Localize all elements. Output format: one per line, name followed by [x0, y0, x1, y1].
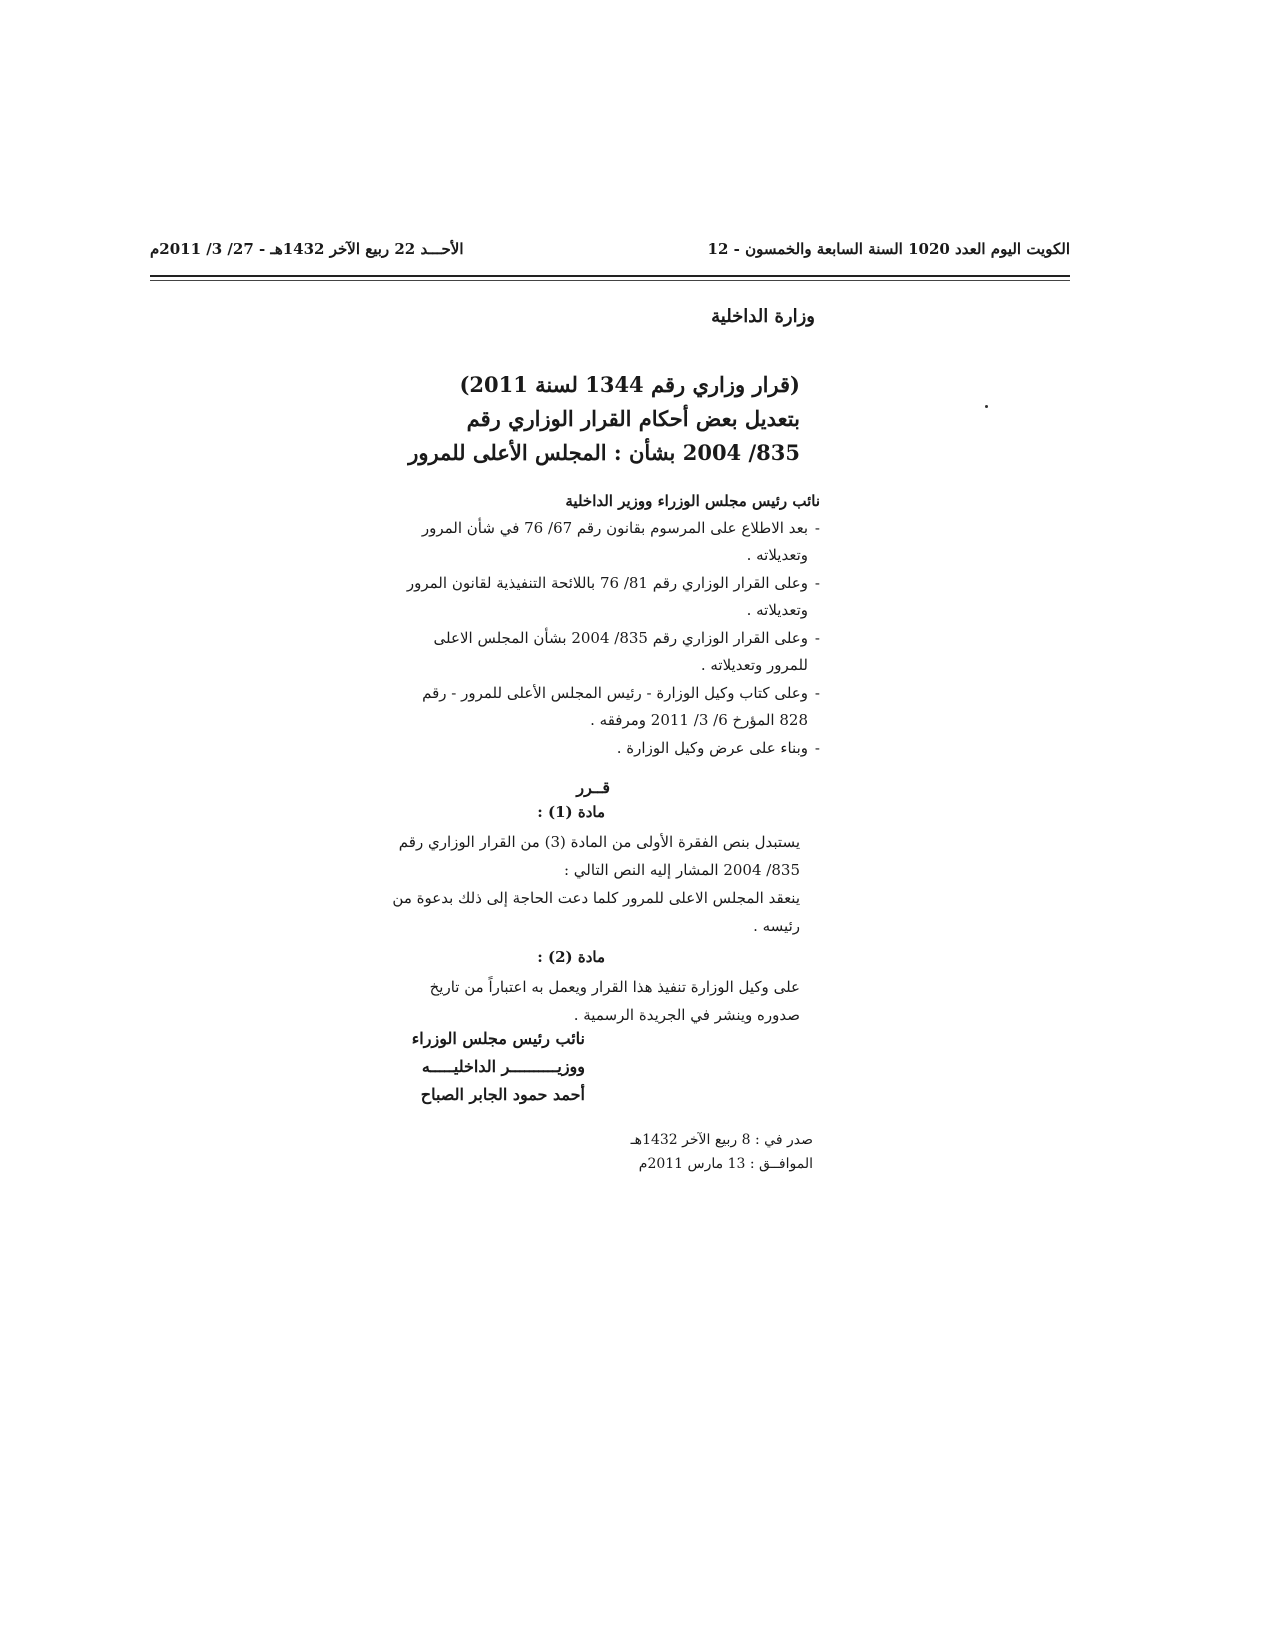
article2-text: على وكيل الوزارة تنفيذ هذا القرار ويعمل به اعتباراً من تاريخ صدوره وينشر في الجريدة الرسمية .	[429, 978, 800, 1024]
signature-line3: أحمد حمود الجابر الصباح	[420, 1085, 585, 1104]
decree-title	[400, 368, 800, 470]
preamble-item: - بعد الاطلاع على المرسوم بقانون رقم 67/ 76 في شأن المرور وتعديلاته .	[421, 519, 820, 564]
signature-block	[412, 1025, 585, 1109]
preamble-item: - وعلى القرار الوزاري رقم 835/ 2004 بشأن المجلس الاعلى للمرور وتعديلاته .	[433, 629, 820, 674]
ministry-name: وزارة الداخلية	[711, 306, 815, 327]
preamble-item: - وعلى القرار الوزاري رقم 81/ 76 باللائحة التنفيذية لقانون المرور وتعديلاته .	[406, 574, 820, 619]
page-header	[150, 240, 1070, 268]
article1-text	[390, 828, 800, 940]
signature-line2: ووزيــــــــــر الداخليـــــه	[421, 1057, 585, 1076]
article1-heading: مادة (1) :	[537, 803, 605, 821]
decision-word: قــرر	[576, 778, 610, 797]
issue-date-gregorian: الموافــق : 13 مارس 2011م	[638, 1156, 813, 1172]
article2-heading: مادة (2) :	[537, 948, 605, 966]
preamble-item: - وعلى كتاب وكيل الوزارة - رئيس المجلس الأعلى للمرور - رقم 828 المؤرخ 6/ 3/ 2011 ومرفقه .	[422, 684, 820, 729]
article1-paragraph2: ينعقد المجلس الاعلى للمرور كلما دعت الحاجة إلى ذلك بدعوة من رئيسه .	[392, 889, 800, 935]
header-rule-thin	[150, 280, 1070, 281]
decree-title-line1: (قرار وزاري رقم 1344 لسنة 2011)	[459, 372, 800, 397]
header-issue-info: الكويت اليوم العدد 1020 السنة السابعة والخمسون - 12	[707, 240, 1070, 258]
signature-line1: نائب رئيس مجلس الوزراء	[411, 1029, 585, 1048]
scan-speck	[985, 405, 988, 408]
decree-title-line3: 835/ 2004 بشأن : المجلس الأعلى للمرور	[408, 440, 800, 465]
preamble-item: - وبناء على عرض وكيل الوزارة .	[616, 739, 820, 757]
header-rule-thick	[150, 275, 1070, 277]
article1-paragraph1: يستبدل بنص الفقرة الأولى من المادة (3) من القرار الوزاري رقم 835/ 2004 المشار إليه النص التالي :	[398, 833, 800, 879]
issue-date-hijri: صدر في : 8 ربيع الآخر 1432هـ	[630, 1132, 813, 1148]
preamble-heading: نائب رئيس مجلس الوزراء ووزير الداخلية	[565, 492, 820, 510]
header-date: الأحـــد 22 ربيع الآخر 1432هـ - 27/ 3/ 2011م	[150, 240, 464, 258]
decree-title-line2: بتعديل بعض أحكام القرار الوزاري رقم	[466, 406, 800, 431]
issue-date-block	[631, 1128, 813, 1176]
preamble	[390, 488, 820, 763]
